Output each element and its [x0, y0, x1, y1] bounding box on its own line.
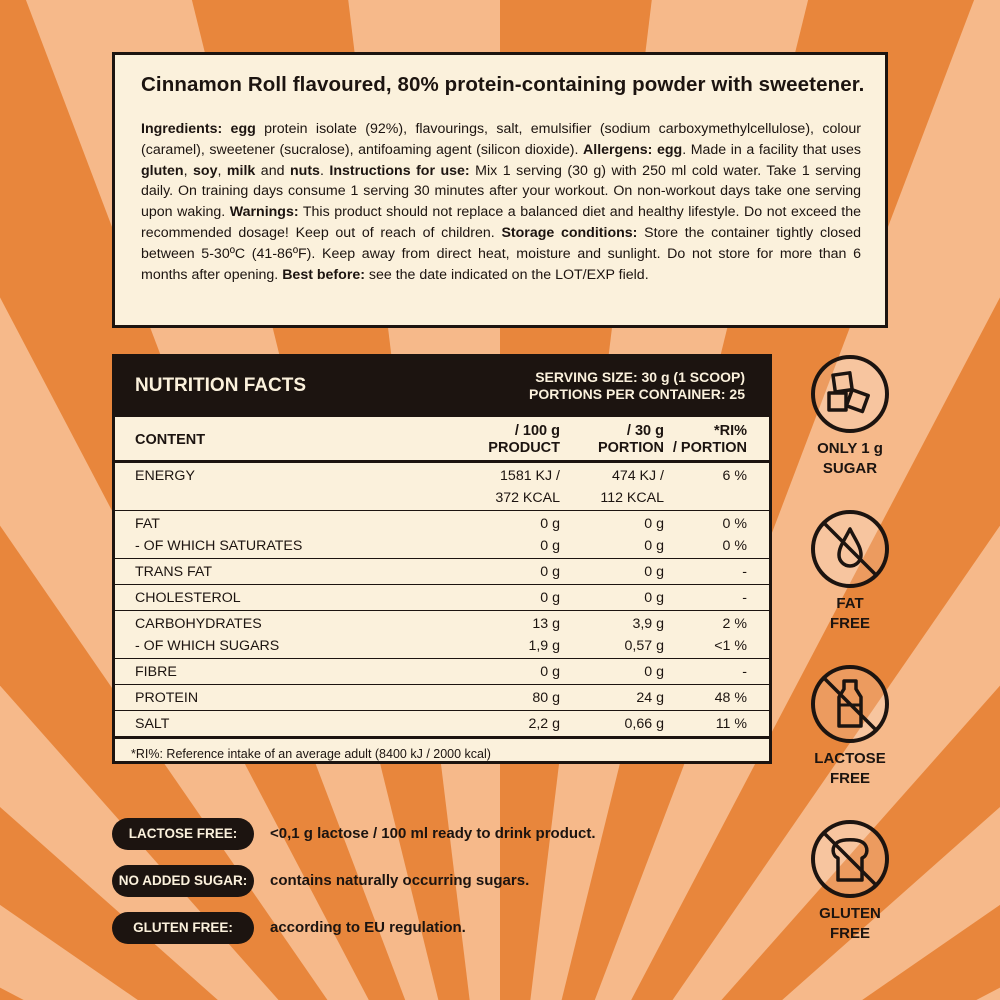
per-100g-value — [435, 711, 560, 738]
nutrient-name-line: SALT — [135, 716, 170, 732]
per-30g-value — [560, 585, 664, 611]
badge-sugar — [795, 355, 905, 479]
claim-text: contains naturally occurring sugars. — [270, 872, 530, 889]
badge-fat-free — [795, 510, 905, 634]
ingredients-run: Store the container tightly closed between 5-30ºC (41-86ºF). Keep away from direct heat, moisture and sunlight. Do not store for more than 6 months after opening. — [141, 224, 861, 283]
ri-value — [664, 659, 769, 685]
ri-value — [664, 611, 769, 659]
ingredients-run: and — [255, 162, 290, 179]
nutrient-name — [115, 559, 435, 585]
per-30g-value — [560, 611, 664, 659]
badge-gluten-free — [795, 820, 905, 944]
ingredients-run: protein isolate (92%), flavourings, salt, emulsifier (sodium carboxymethylcellulose), colour (caramel), sweetener (sucralose), antifoaming agent (silicon dioxide). — [141, 121, 862, 158]
nutrition-header — [115, 357, 769, 417]
nutrient-name-line: FIBRE — [135, 664, 177, 680]
ri-value — [664, 711, 769, 738]
claim-text: according to EU regulation. — [270, 919, 466, 936]
per-100g-value — [435, 559, 560, 585]
per-30g-value-line: 474 KJ / — [611, 468, 664, 484]
sugar-cubes-icon — [811, 355, 889, 433]
nutrition-row — [115, 511, 769, 559]
ri-value-line: 0 % — [722, 538, 747, 554]
nutrient-name-line: FAT — [135, 516, 160, 532]
ingredients-box — [112, 52, 888, 328]
per-30g-value-line: 0 g — [644, 564, 664, 580]
ri-value-line: 48 % — [714, 690, 747, 706]
header-ri: *RI% / PORTION — [672, 423, 747, 456]
serving-size: SERVING SIZE: 30 g (1 SCOOP) — [535, 369, 745, 385]
nutrient-name-line: - OF WHICH SUGARS — [135, 638, 280, 654]
ingredients-run: , — [217, 162, 227, 179]
product-title: Cinnamon Roll flavoured, 80% protein-containing powder with sweetener. — [141, 73, 865, 96]
per-100g-value-line: 2,2 g — [528, 716, 560, 732]
claim-label: LACTOSE FREE: — [112, 818, 254, 850]
nutrition-table-header — [115, 417, 769, 462]
per-30g-value-line: 3,9 g — [632, 616, 664, 632]
ri-value-line: 0 % — [722, 516, 747, 532]
ingredients-bold-run: Best before: — [282, 266, 365, 283]
per-30g-value-line: 0 g — [644, 516, 664, 532]
per-100g-value-line: 0 g — [540, 664, 560, 680]
badge-line1: ONLY 1 g — [817, 440, 883, 457]
claim-text: <0,1 g lactose / 100 ml ready to drink product. — [270, 825, 596, 842]
nutrition-title: NUTRITION FACTS — [135, 375, 306, 396]
per-30g-value — [560, 462, 664, 511]
nutrition-row — [115, 462, 769, 511]
nutrient-name — [115, 611, 435, 659]
per-100g-value-line: 13 g — [532, 616, 560, 632]
per-100g-value-line: 0 g — [540, 538, 560, 554]
ri-value-line: 2 % — [722, 616, 747, 632]
nutrient-name-line: ENERGY — [135, 468, 195, 484]
per-30g-value-line: 112 KCAL — [600, 490, 664, 506]
ri-value-line: - — [742, 664, 747, 680]
ri-value-line: - — [742, 564, 747, 580]
ri-value — [664, 685, 769, 711]
ingredients-run: . — [319, 162, 330, 179]
per-30g-value — [560, 711, 664, 738]
badge-line2: SUGAR — [822, 460, 878, 477]
serving-info — [529, 369, 745, 403]
header-content: CONTENT — [135, 431, 206, 448]
ingredients-bold-run: soy — [193, 162, 218, 179]
per-100g-value-line: 1581 KJ / — [500, 468, 560, 484]
badge-line2: FREE — [829, 770, 870, 787]
per-30g-value-line: 0 g — [644, 538, 664, 554]
portions-per-container: PORTIONS PER CONTAINER: 25 — [529, 386, 745, 402]
per-30g-value — [560, 685, 664, 711]
milk-bottle-crossed-icon — [811, 665, 889, 743]
nutrient-name — [115, 659, 435, 685]
nutrition-row — [115, 685, 769, 711]
header-per-100g: / 100 g PRODUCT — [488, 423, 560, 456]
per-100g-value-line: 0 g — [540, 564, 560, 580]
ri-value — [664, 511, 769, 559]
badge-line2: FREE — [829, 925, 870, 942]
per-100g-value — [435, 659, 560, 685]
ri-value-line: 6 % — [722, 468, 747, 484]
per-30g-value-line: 0,66 g — [624, 716, 664, 732]
per-100g-value-line: 0 g — [540, 516, 560, 532]
per-30g-value-line: 24 g — [636, 690, 664, 706]
ri-footnote: *RI%: Reference intake of an average adult (8400 kJ / 2000 kcal) — [131, 747, 491, 761]
nutrient-name — [115, 711, 435, 738]
nutrient-name-line: - OF WHICH SATURATES — [135, 538, 303, 554]
nutrient-name — [115, 462, 435, 511]
ri-value — [664, 462, 769, 511]
nutrient-name — [115, 585, 435, 611]
ri-value-line: - — [742, 590, 747, 606]
ingredients-bold-run: Ingredients: egg — [141, 121, 256, 137]
nutrient-name-line: CHOLESTEROL — [135, 590, 241, 606]
nutrition-facts-panel — [112, 354, 772, 764]
ingredients-run: This product should not replace a balanced diet and healthy lifestyle. Do not exceed the recommended dosage! Keep out of reach of children. — [141, 204, 861, 241]
per-30g-value-line: 0,57 g — [624, 638, 664, 654]
per-30g-value — [560, 511, 664, 559]
ingredients-run: see the date indicated on the LOT/EXP field. — [364, 266, 649, 283]
ingredients-text — [141, 119, 861, 285]
per-30g-value — [560, 659, 664, 685]
ingredients-bold-run: Warnings: — [229, 204, 299, 221]
ingredients-bold-run: milk — [226, 162, 256, 179]
ingredients-run: Mix 1 serving (30 g) with 250 ml cold water. Take 1 serving daily. On training days consume 1 serving 30 minutes after your workout. On non-workout days take one serving upon waking. — [141, 162, 862, 221]
ingredients-bold-run: Allergens: egg — [583, 141, 683, 158]
nutrient-name — [115, 685, 435, 711]
nutrition-row — [115, 585, 769, 611]
badge-lactose-free — [795, 665, 905, 789]
claim-label: NO ADDED SUGAR: — [112, 865, 254, 897]
nutrient-name — [115, 511, 435, 559]
badge-line1: LACTOSE — [814, 750, 886, 767]
badge-line2: FREE — [829, 615, 870, 632]
ingredients-run: . Made in a facility that uses — [682, 141, 861, 158]
per-100g-value-line: 1,9 g — [528, 638, 560, 654]
nutrient-name-line: PROTEIN — [135, 690, 199, 706]
nutrition-row — [115, 711, 769, 738]
nutrition-row — [115, 611, 769, 659]
header-per-30g: / 30 g PORTION — [597, 423, 664, 456]
fat-drop-crossed-icon — [811, 510, 889, 588]
ingredients-bold-run: gluten — [141, 162, 184, 179]
bread-crossed-icon — [811, 820, 889, 898]
per-100g-value-line: 0 g — [540, 590, 560, 606]
nutrition-table — [115, 417, 769, 739]
per-100g-value-line: 80 g — [532, 690, 560, 706]
ri-value-line: 11 % — [715, 716, 747, 732]
ri-value — [664, 559, 769, 585]
ingredients-bold-run: nuts — [289, 162, 320, 179]
ingredients-run: , — [183, 162, 194, 179]
per-100g-value-line: 372 KCAL — [495, 490, 560, 506]
nutrition-row — [115, 559, 769, 585]
per-100g-value — [435, 685, 560, 711]
nutrient-name-line: CARBOHYDRATES — [135, 616, 262, 632]
per-30g-value-line: 0 g — [644, 590, 664, 606]
nutrient-name-line: TRANS FAT — [135, 564, 212, 580]
claim-label: GLUTEN FREE: — [112, 912, 254, 944]
badge-line1: FAT — [836, 595, 864, 612]
nutrition-row — [115, 659, 769, 685]
per-30g-value-line: 0 g — [644, 664, 664, 680]
ingredients-bold-run: Storage conditions: — [501, 224, 638, 241]
per-30g-value — [560, 559, 664, 585]
per-100g-value — [435, 611, 560, 659]
per-100g-value — [435, 462, 560, 511]
ingredients-bold-run: Instructions for use: — [329, 162, 470, 179]
ri-value-line: <1 % — [714, 638, 747, 654]
per-100g-value — [435, 511, 560, 559]
badge-line1: GLUTEN — [819, 905, 881, 922]
per-100g-value — [435, 585, 560, 611]
ri-value — [664, 585, 769, 611]
